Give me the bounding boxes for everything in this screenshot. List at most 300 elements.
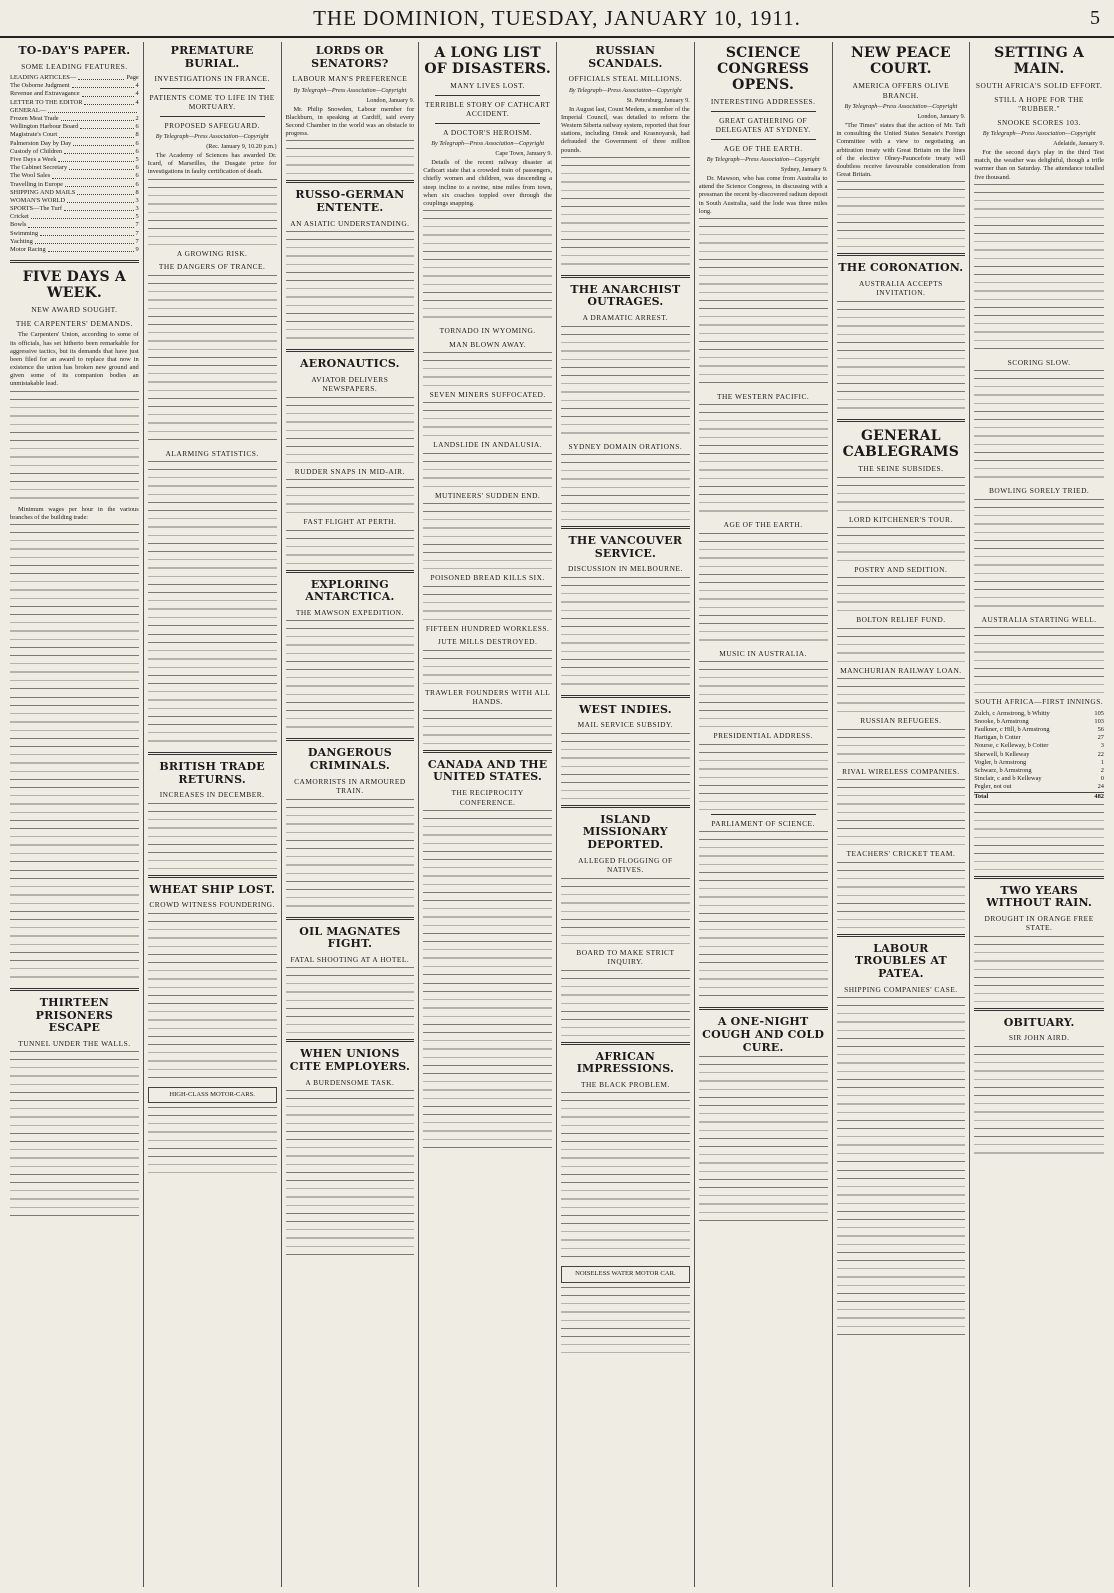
article-text bbox=[148, 803, 277, 869]
article-text bbox=[148, 275, 277, 445]
divider bbox=[160, 88, 265, 89]
subheading: AMERICA OFFERS OLIVE BRANCH. bbox=[852, 81, 950, 100]
divider bbox=[561, 275, 690, 278]
press-credit: By Telegraph—Press Association—Copyright bbox=[293, 86, 407, 94]
article-text bbox=[148, 461, 277, 631]
subheading: A BURDENSOME TASK. bbox=[305, 1077, 395, 1087]
headline: TWO YEARS WITHOUT RAIN. bbox=[986, 883, 1093, 910]
divider bbox=[148, 752, 277, 755]
index-leader-dots bbox=[65, 181, 134, 187]
batsman-runs: 105 bbox=[1094, 709, 1104, 717]
score-row bbox=[974, 759, 1104, 767]
article-text bbox=[974, 627, 1104, 693]
article-text bbox=[286, 231, 415, 343]
column-8 bbox=[970, 42, 1108, 1587]
headline: CANADA AND THE UNITED STATES. bbox=[427, 757, 548, 784]
index-entry-page: 7 bbox=[135, 221, 139, 229]
divider bbox=[699, 1007, 828, 1010]
index-entry bbox=[10, 123, 139, 131]
index-entry-page: 6 bbox=[135, 172, 139, 180]
article-text-line: Minimum wages per hour in the various branches of the building trade: bbox=[10, 505, 139, 521]
dateline: (Rec. January 9, 10.20 p.m.) bbox=[206, 143, 277, 151]
index-entry-page: 6 bbox=[135, 164, 139, 172]
subheading: GREAT GATHERING OF DELEGATES AT SYDNEY. bbox=[715, 115, 811, 135]
subheading: SNOOKE SCORES 103. bbox=[997, 117, 1081, 127]
dateline: London, January 9. bbox=[366, 96, 415, 104]
index-entry-page: Page bbox=[126, 74, 139, 82]
batsman-runs: 103 bbox=[1094, 717, 1104, 725]
index-leader-dots bbox=[58, 156, 133, 162]
subheading: AUSTRALIA STARTING WELL. bbox=[981, 614, 1097, 624]
index-entry bbox=[10, 230, 139, 238]
index-leader-dots bbox=[61, 115, 134, 121]
index-entry-page: 8 bbox=[135, 188, 139, 196]
batsman-runs: 0 bbox=[1100, 775, 1104, 783]
index-entry bbox=[10, 148, 139, 156]
subheading: AVIATOR DELIVERS NEWSPAPERS. bbox=[311, 374, 389, 394]
headline: WHEAT SHIP LOST. bbox=[149, 882, 275, 896]
article-text bbox=[561, 1092, 690, 1262]
article-text bbox=[699, 744, 828, 810]
index-leader-dots bbox=[69, 164, 133, 170]
index-leader-dots bbox=[35, 238, 134, 244]
article-text bbox=[837, 181, 966, 247]
article-text bbox=[974, 1046, 1104, 1158]
subheading: THE CARPENTERS' DEMANDS. bbox=[15, 318, 133, 328]
subheading: MAIL SERVICE SUBSIDY. bbox=[577, 720, 674, 730]
subheading: PRESIDENTIAL ADDRESS. bbox=[713, 731, 813, 741]
article-text bbox=[561, 970, 690, 1036]
press-credit: By Telegraph—Press Association—Copyright bbox=[844, 103, 958, 111]
index-entry-page: 5 bbox=[135, 213, 139, 221]
batsman-name: Vogler, b Armstrong bbox=[974, 758, 1027, 766]
index-leader-dots bbox=[40, 230, 133, 236]
batsman-name: Faulkner, c Hill, b Armstrong bbox=[974, 725, 1050, 733]
index-entry-label: Cricket bbox=[10, 213, 29, 221]
article-text bbox=[561, 454, 690, 520]
subheading: RIVAL WIRELESS COMPANIES. bbox=[842, 766, 960, 776]
divider bbox=[286, 738, 415, 741]
article-text bbox=[699, 218, 828, 388]
headline: RUSSO-GERMAN ENTENTE. bbox=[295, 188, 405, 215]
article-text bbox=[423, 983, 552, 1153]
article-text bbox=[10, 524, 139, 694]
index-entry-label: The Wool Sales bbox=[10, 172, 51, 180]
subheading: THE BLACK PROBLEM. bbox=[580, 1079, 670, 1089]
article-text bbox=[837, 729, 966, 763]
headline: NEW PEACE COURT. bbox=[851, 45, 951, 78]
index-entry-label: The Osborne Judgment bbox=[10, 82, 70, 90]
subheading: MANCHURIAN RAILWAY LOAN. bbox=[840, 665, 962, 675]
subheading: PATIENTS COME TO LIFE IN THE MORTUARY. bbox=[149, 92, 275, 112]
advertisement: HIGH-CLASS MOTOR-CARS. bbox=[148, 1087, 277, 1103]
subheading: AN ASIATIC UNDERSTANDING. bbox=[290, 218, 410, 228]
article-lead: Details of the recent railway disaster at Cathcart state that a crowded train of passengers, chiefly women and children, was descending a steep incline to a ravine, nine miles from town, when six coaches toppled over through the couplings snapping. bbox=[423, 158, 552, 207]
subheading: THE RECIPROCITY CONFERENCE. bbox=[451, 788, 524, 807]
article-lead: In August last, Count Medem, a member of the Imperial Council, was detailed to reform the Western Siberia railway system, reported that four stations, including Omsk and Krasnoyarsk, had defrauded the Government of three million pounds. bbox=[561, 105, 690, 154]
subheading: TRAWLER FOUNDERS WITH ALL HANDS. bbox=[424, 687, 551, 707]
article-lead: Dr. Mawson, who has come from Australia to attend the Science Congress, in discussing with a pressman the recent by-discovered radium deposit in South Australia, said the lode was three miles long. bbox=[698, 175, 828, 215]
index-entry bbox=[10, 238, 139, 246]
headline: WHEN UNIONS CITE EMPLOYERS. bbox=[289, 1047, 410, 1073]
article-text bbox=[423, 586, 552, 620]
headline: THE CORONATION. bbox=[838, 261, 964, 275]
subheading: TERRIBLE STORY OF CATHCART ACCIDENT. bbox=[424, 99, 551, 119]
index-leader-dots bbox=[52, 172, 133, 178]
article-text bbox=[423, 402, 552, 436]
article-text bbox=[286, 397, 415, 463]
index-leader-dots bbox=[28, 221, 133, 227]
subheading: AGE OF THE EARTH. bbox=[723, 143, 803, 153]
index-entry bbox=[10, 90, 139, 98]
headline: LORDS OR SENATORS? bbox=[311, 44, 389, 70]
subheading: SIR JOHN AIRD. bbox=[1008, 1033, 1070, 1043]
subheading: MANY LIVES LOST. bbox=[450, 81, 525, 91]
article-text bbox=[561, 326, 690, 438]
subheading: THE DANGERS OF TRANCE. bbox=[158, 262, 266, 272]
score-row bbox=[974, 718, 1104, 726]
divider bbox=[837, 253, 966, 256]
scoreboard-total bbox=[974, 792, 1104, 801]
divider bbox=[561, 695, 690, 698]
index-entry-label: Magistrate's Court bbox=[10, 131, 58, 139]
divider bbox=[10, 260, 139, 263]
headline: LABOUR TROUBLES AT PATEA. bbox=[854, 941, 947, 981]
index-entry-page: 6 bbox=[135, 180, 139, 188]
article-text bbox=[10, 870, 139, 982]
article-text bbox=[837, 301, 966, 413]
press-credit: By Telegraph—Press Association—Copyright bbox=[431, 140, 545, 148]
index-entry bbox=[10, 189, 139, 197]
index-entry-label: Yachting bbox=[10, 237, 33, 245]
press-credit: By Telegraph—Press Association—Copyright bbox=[155, 133, 269, 141]
headline: OIL MAGNATES FIGHT. bbox=[299, 924, 401, 951]
article-text bbox=[561, 577, 690, 689]
subheading: CAMORRISTS IN ARMOURED TRAIN. bbox=[294, 776, 406, 796]
index-entry-label: Palmerston Day by Day bbox=[10, 139, 72, 147]
column-4 bbox=[419, 42, 557, 1587]
subheading: SCORING SLOW. bbox=[1007, 357, 1071, 367]
subheading: PROPOSED SAFEGUARD. bbox=[164, 120, 260, 130]
index-entry bbox=[10, 115, 139, 123]
subheading: TORNADO IN WYOMING. bbox=[439, 326, 536, 336]
batsman-runs: 56 bbox=[1097, 725, 1104, 733]
index-entry-page: 7 bbox=[135, 229, 139, 237]
headline: ISLAND MISSIONARY DEPORTED. bbox=[582, 812, 668, 852]
headline: THE ANARCHIST OUTRAGES. bbox=[570, 282, 681, 309]
article-text bbox=[561, 1287, 690, 1353]
batsman-runs: 22 bbox=[1097, 750, 1104, 758]
index-entry-label: GENERAL— bbox=[10, 106, 47, 114]
subheading: A GROWING RISK. bbox=[176, 248, 248, 258]
advertisement: NOISELESS WATER MOTOR CAR. bbox=[561, 1266, 690, 1282]
divider bbox=[286, 917, 415, 920]
article-text bbox=[974, 370, 1104, 482]
subheading: POSTRY AND SEDITION. bbox=[854, 565, 948, 575]
batsman-runs: 3 bbox=[1100, 742, 1104, 750]
divider bbox=[561, 805, 690, 808]
subheading: BOWLING SORELY TRIED. bbox=[988, 486, 1090, 496]
index-entry-label: LEADING ARTICLES— bbox=[10, 74, 77, 82]
headline: RUSSIAN SCANDALS. bbox=[588, 44, 663, 70]
article-text bbox=[837, 527, 966, 561]
page-number: 5 bbox=[1090, 7, 1100, 29]
index-entry bbox=[10, 164, 139, 172]
article-text bbox=[974, 499, 1104, 611]
dateline: Cape Town, January 9. bbox=[495, 150, 552, 157]
press-credit: By Telegraph—Press Association—Copyright bbox=[982, 130, 1096, 138]
article-text bbox=[286, 479, 415, 513]
index-entry-label: LETTER TO THE EDITOR bbox=[10, 98, 83, 106]
subheading: MAN BLOWN AWAY. bbox=[449, 339, 527, 349]
divider bbox=[286, 180, 415, 183]
total-label: Total bbox=[974, 793, 989, 801]
subheading: OFFICIALS STEAL MILLIONS. bbox=[568, 74, 683, 84]
article-text bbox=[561, 733, 690, 799]
article-text bbox=[423, 453, 552, 487]
index-entry bbox=[10, 221, 139, 229]
index-entry bbox=[10, 82, 139, 90]
score-row bbox=[974, 742, 1104, 750]
masthead bbox=[0, 0, 1114, 38]
score-row bbox=[974, 783, 1104, 791]
subheading: ALARMING STATISTICS. bbox=[165, 448, 259, 458]
dateline: St. Petersburg, January 9. bbox=[626, 96, 690, 104]
subheading: ALLEGED FLOGGING OF NATIVES. bbox=[578, 855, 673, 875]
subheading: NEW AWARD SOUGHT. bbox=[31, 305, 118, 315]
subheading: FIFTEEN HUNDRED WORKLESS. bbox=[425, 623, 550, 633]
column-2 bbox=[144, 42, 282, 1587]
article-text bbox=[423, 352, 552, 386]
index-entry-label: SHIPPING AND MAILS bbox=[10, 188, 76, 196]
divider bbox=[160, 116, 265, 117]
column-1 bbox=[6, 42, 144, 1587]
article-text bbox=[148, 913, 277, 1083]
index-entry-page: 7 bbox=[135, 237, 139, 245]
index-entry-label: Travelling in Europe bbox=[10, 180, 64, 188]
subheading: TUNNEL UNDER THE WALLS. bbox=[18, 1038, 131, 1048]
index-leader-dots bbox=[48, 246, 134, 252]
divider bbox=[561, 526, 690, 529]
subheading: RUSSIAN REFUGEES. bbox=[860, 716, 942, 726]
index-entry-label: Frozen Meat Trade bbox=[10, 115, 59, 123]
subheading: INVESTIGATIONS IN FRANCE. bbox=[154, 74, 270, 84]
batsman-name: Nourse, c Kelleway, b Cotter bbox=[974, 742, 1049, 750]
article-lead: The Academy of Sciences has awarded Dr. Icard, of Marseilles, the Dusgate prize for investigations in faulty certification of death. bbox=[147, 152, 277, 176]
divider bbox=[148, 875, 277, 878]
subheading: THE SEINE SUBSIDES. bbox=[858, 464, 944, 474]
index-leader-dots bbox=[31, 213, 134, 219]
index-entry bbox=[10, 181, 139, 189]
subheading: STILL A HOPE FOR THE "RUBBER." bbox=[994, 94, 1084, 114]
subheading: POISONED BREAD KILLS SIX. bbox=[430, 573, 545, 583]
article-text bbox=[10, 1051, 139, 1221]
article-text bbox=[423, 503, 552, 569]
index-entry-label: SPORTS—The Turf bbox=[10, 205, 62, 213]
subheading: A DRAMATIC ARREST. bbox=[582, 313, 669, 323]
headline: SCIENCE CONGRESS OPENS. bbox=[717, 45, 810, 94]
batsman-runs: 24 bbox=[1097, 783, 1104, 791]
index-entry-page: 3 bbox=[135, 205, 139, 213]
batsman-runs: 27 bbox=[1097, 734, 1104, 742]
index-leader-dots bbox=[59, 131, 133, 137]
index-entry-page: 6 bbox=[135, 147, 139, 155]
index-leader-dots bbox=[64, 205, 134, 211]
article-text bbox=[423, 650, 552, 684]
index-entry-page: 4 bbox=[135, 82, 139, 90]
index-entry-label: The Cabinet Secretary bbox=[10, 164, 68, 172]
index-leader-dots bbox=[67, 197, 133, 203]
article-text bbox=[974, 804, 1104, 870]
article-text bbox=[699, 831, 828, 1001]
subheading: SOUTH AFRICA'S SOLID EFFORT. bbox=[975, 81, 1103, 91]
article-text bbox=[286, 620, 415, 732]
batsman-name: Sinclair, c and b Kelleway bbox=[974, 775, 1042, 783]
subheading: SEVEN MINERS SUFFOCATED. bbox=[429, 390, 546, 399]
headline: TO-DAY'S PAPER. bbox=[18, 44, 131, 57]
subheading: THE MAWSON EXPEDITION. bbox=[295, 607, 404, 617]
index-entry bbox=[10, 205, 139, 213]
score-row bbox=[974, 734, 1104, 742]
article-text bbox=[286, 967, 415, 1033]
divider bbox=[711, 111, 816, 112]
index-entry bbox=[10, 99, 139, 107]
headline: WEST INDIES. bbox=[579, 702, 672, 716]
batsman-runs: 2 bbox=[1100, 766, 1104, 774]
score-row bbox=[974, 710, 1104, 718]
headline: DANGEROUS CRIMINALS. bbox=[307, 746, 392, 773]
batsman-name: Pegler, not out bbox=[974, 783, 1012, 791]
divider bbox=[286, 349, 415, 352]
subheading: DISCUSSION IN MELBOURNE. bbox=[567, 564, 683, 574]
index-entry bbox=[10, 74, 139, 82]
headline: BRITISH TRADE RETURNS. bbox=[159, 760, 265, 786]
index-leader-dots bbox=[80, 123, 133, 129]
index-entry bbox=[10, 156, 139, 164]
subheading: BOARD TO MAKE STRICT INQUIRY. bbox=[576, 947, 675, 967]
index-leader-dots bbox=[72, 82, 134, 88]
dateline: London, January 9. bbox=[917, 113, 966, 121]
article-text bbox=[699, 404, 828, 516]
article-text bbox=[837, 1170, 966, 1340]
article-lead: Mr. Philip Snowden, Labour member for Blackburn, in speaking at Cardiff, said every Second Chamber in the world was an obstacle to progress. bbox=[285, 105, 415, 138]
article-lead: For the second day's play in the third Test match, the weather was delightful, though a trifle warmer than on Saturday. The attendance totalled five thousand. bbox=[974, 148, 1104, 181]
press-credit: By Telegraph—Press Association—Copyright bbox=[568, 86, 682, 94]
subheading: INTERESTING ADDRESSES. bbox=[710, 97, 816, 107]
batsman-runs: 1 bbox=[1100, 758, 1104, 766]
score-row bbox=[974, 775, 1104, 783]
article-text bbox=[148, 1107, 277, 1173]
headline: PREMATURE BURIAL. bbox=[170, 44, 254, 70]
subheading: CROWD WITNESS FOUNDERING. bbox=[149, 900, 275, 910]
article-text bbox=[837, 779, 966, 845]
subheading: THE WESTERN PACIFIC. bbox=[716, 391, 810, 401]
article-text bbox=[423, 810, 552, 980]
article-lead: The Carpenters' Union, according to some of its officials, has set hitherto been remarkable for aggressive tactics, but its demands that have just been filed for an award to replace that now in existence the union has broken new ground and given some of its companion bodies an unmistakable lead. bbox=[10, 331, 139, 388]
divider bbox=[10, 988, 139, 991]
index-entry bbox=[10, 140, 139, 148]
article-text bbox=[974, 184, 1104, 354]
article-text bbox=[286, 530, 415, 564]
batsman-name: Snooke, b Armstrong bbox=[974, 717, 1029, 725]
subheading: FATAL SHOOTING AT A HOTEL. bbox=[290, 954, 410, 964]
divider bbox=[561, 1042, 690, 1045]
subheading: SHIPPING COMPANIES' CASE. bbox=[844, 984, 958, 994]
index-entry-label: Five Days a Week bbox=[10, 155, 57, 163]
headline: EXPLORING ANTARCTICA. bbox=[305, 577, 395, 604]
divider bbox=[711, 814, 816, 815]
index-entry-label: Wellington Harbour Board bbox=[10, 123, 79, 131]
column-5 bbox=[557, 42, 695, 1587]
divider bbox=[423, 750, 552, 753]
article-text bbox=[10, 391, 139, 503]
article-text bbox=[286, 799, 415, 911]
score-row bbox=[974, 726, 1104, 734]
article-text bbox=[423, 210, 552, 322]
index-entry-label: Custody of Children bbox=[10, 147, 63, 155]
contents-index bbox=[10, 74, 139, 254]
score-row bbox=[974, 767, 1104, 775]
subheading: BOLTON RELIEF FUND. bbox=[856, 615, 946, 625]
dateline: Sydney, January 9. bbox=[780, 166, 828, 174]
article-text bbox=[286, 140, 415, 174]
article-text bbox=[837, 577, 966, 611]
index-entry-page: 5 bbox=[135, 155, 139, 163]
article-text bbox=[974, 936, 1104, 1002]
index-leader-dots bbox=[84, 99, 133, 105]
subheading: MUSIC IN AUSTRALIA. bbox=[719, 648, 807, 658]
subheading: MUTINEERS' SUDDEN END. bbox=[434, 490, 541, 500]
headline: FIVE DAYS A WEEK. bbox=[22, 269, 126, 302]
index-entry-page: 4 bbox=[135, 90, 139, 98]
index-entry-page: 9 bbox=[135, 246, 139, 254]
divider bbox=[974, 876, 1104, 879]
column-3 bbox=[282, 42, 420, 1587]
headline: THIRTEEN PRISONERS ESCAPE bbox=[35, 996, 114, 1035]
total-runs: 482 bbox=[1094, 793, 1104, 801]
subheading: SOUTH AFRICA—FIRST INNINGS. bbox=[975, 697, 1104, 707]
subheading: LABOUR MAN'S PREFERENCE bbox=[292, 74, 408, 84]
subheading: A DOCTOR'S HEROISM. bbox=[443, 127, 533, 137]
index-entry-label: Revenue and Extravagance bbox=[10, 90, 80, 98]
headline: SETTING A MAIN. bbox=[994, 45, 1085, 78]
press-credit: By Telegraph—Press Association—Copyright bbox=[706, 156, 820, 164]
subheading: RUDDER SNAPS IN MID-AIR. bbox=[294, 466, 405, 476]
subheading: PARLIAMENT OF SCIENCE. bbox=[711, 818, 815, 828]
divider bbox=[837, 934, 966, 937]
scoreboard bbox=[974, 710, 1104, 792]
index-entry-page: 6 bbox=[135, 123, 139, 131]
index-leader-dots bbox=[73, 140, 133, 146]
subheading: SOME LEADING FEATURES. bbox=[21, 61, 128, 71]
index-entry-page: 6 bbox=[135, 139, 139, 147]
article-text bbox=[699, 533, 828, 645]
article-text bbox=[837, 628, 966, 662]
headline: OBITUARY. bbox=[1003, 1015, 1075, 1029]
index-entry bbox=[10, 246, 139, 254]
index-entry-label: WOMAN'S WORLD bbox=[10, 196, 66, 204]
subheading: TEACHERS' CRICKET TEAM. bbox=[846, 849, 956, 859]
subheading: LANDSLIDE IN ANDALUSIA. bbox=[433, 440, 543, 450]
index-entry bbox=[10, 131, 139, 139]
batsman-name: Schwarz, b Armstrong bbox=[974, 766, 1032, 774]
article-text bbox=[10, 697, 139, 867]
article-text bbox=[699, 661, 828, 727]
article-text bbox=[148, 634, 277, 746]
subheading: LORD KITCHENER'S TOUR. bbox=[848, 514, 953, 524]
dateline: Adelaide, January 9. bbox=[1053, 140, 1104, 147]
subheading: DROUGHT IN ORANGE FREE STATE. bbox=[984, 913, 1094, 933]
